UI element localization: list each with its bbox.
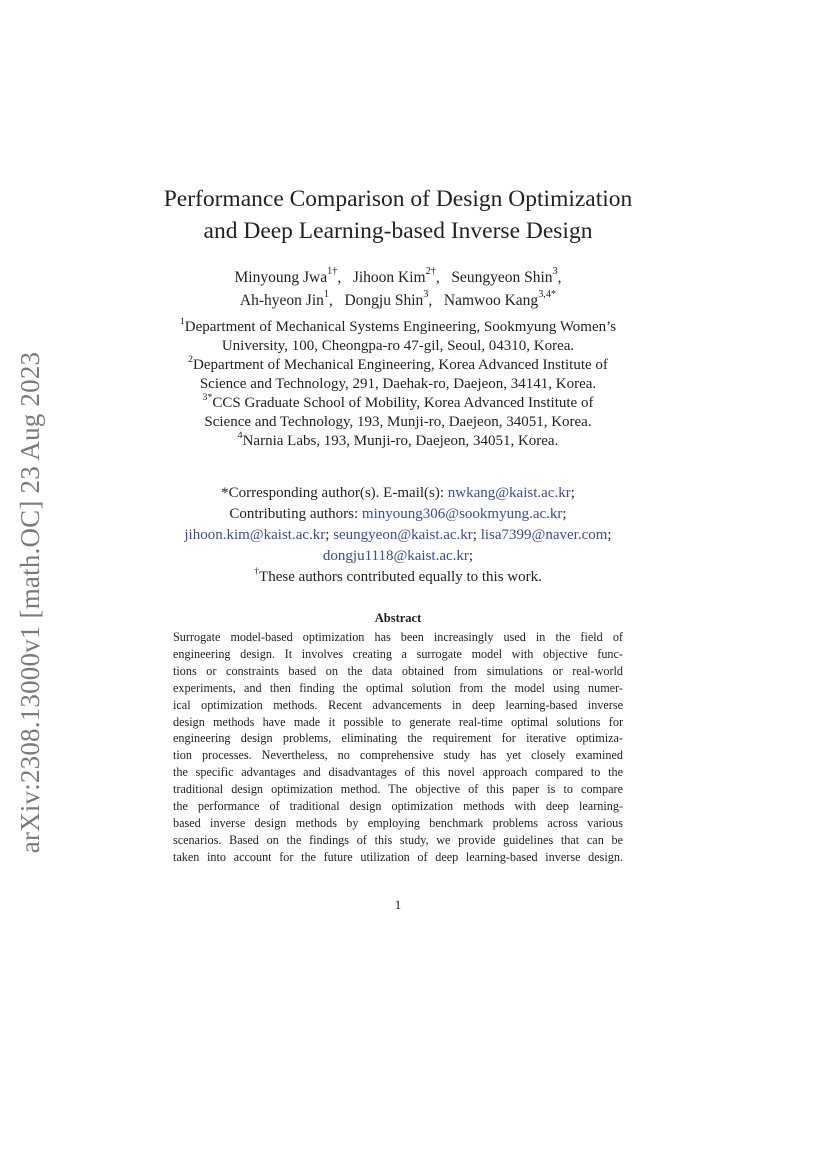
corresponding-email-link[interactable]: nwkang@kaist.ac.kr: [447, 485, 571, 501]
abstract-line: based inverse design methods by employing benchmark problems across various: [173, 815, 623, 830]
abstract-line: design methods have made it possible to generate real-time optimal solutions for: [173, 714, 623, 729]
author-list: [100, 266, 696, 312]
author-affiliation-mark: 3: [552, 266, 558, 278]
affiliation-mark: 3*: [202, 391, 213, 403]
email-link[interactable]: minyoung306@sookmyung.ac.kr: [361, 506, 563, 522]
contributing-emails-line: jihoon.kim@kaist.ac.kr; seungyeon@kaist.ac.kr; lisa7399@naver.com;: [184, 527, 612, 543]
arxiv-side-stamp: [14, 340, 48, 864]
contact-block: [100, 483, 696, 588]
equal-contribution-note: †These authors contributed equally to this work.: [254, 565, 542, 585]
author-affiliation-mark: 1: [323, 289, 329, 301]
affiliation-mark: 1: [179, 315, 185, 327]
abstract-line: experiments, and then finding the optimal solution from the model using numer-: [173, 680, 623, 695]
abstract-line: ical optimization methods. Recent advancements in deep learning-based inverse: [173, 697, 623, 712]
author-affiliation-mark: 3: [423, 289, 429, 301]
affiliation-mark: 2: [188, 353, 194, 365]
abstract-line: tion processes. Nevertheless, no comprehensive study has yet closely examined: [173, 748, 623, 763]
abstract-line: the performance of traditional design optimization methods with deep learning-: [173, 799, 623, 814]
abstract-body: [173, 629, 623, 866]
abstract-line: scenarios. Based on the findings of this study, we provide guidelines that can be: [173, 832, 623, 847]
abstract-line: engineering design problems, eliminating the requirement for iterative optimiza-: [173, 731, 623, 746]
title-line-1: Performance Comparison of Design Optimization: [163, 186, 633, 212]
affiliation-1-line-2: University, 100, Cheongpa-ro 47-gil, Seoul, 04310, Korea.: [221, 338, 575, 354]
email-link[interactable]: seungyeon@kaist.ac.kr: [333, 527, 473, 543]
affiliation-mark: 4: [237, 429, 243, 441]
abstract-heading: Abstract: [374, 611, 422, 625]
corresponding-author-line: *Corresponding author(s). E-mail(s): nwkang@kaist.ac.kr;: [221, 485, 575, 501]
author-affiliation-mark: 2†: [425, 266, 436, 278]
affiliation-3-line-1: $^{3*}$CCS Graduate School of Mobility, Korea Advanced Institute of: [202, 391, 594, 411]
page-number: 1: [394, 897, 402, 912]
author-name: Seungyeon Shin: [451, 269, 553, 286]
abstract-line: engineering design. It involves creating a surrogate model with objective func-: [173, 646, 623, 661]
author-affiliation-mark: 1†: [327, 266, 338, 278]
dagger-mark: †: [254, 565, 260, 577]
author-name: Dongju Shin: [344, 292, 424, 309]
author-affiliation-mark: 3,4*: [538, 289, 557, 301]
affiliation-2-line-1: $^2$Department of Mechanical Engineering, Korea Advanced Institute of: [188, 353, 608, 373]
author-line-2: Ah-hyeon Jin$^1$, Dongju Shin$^3$, Namwoo Kang$^{3,4*}$: [239, 289, 557, 309]
affiliation-4-line-1: $^4$Narnia Labs, 193, Munji-ro, Daejeon, 34051, Korea.: [237, 429, 559, 449]
abstract-line: tions or constraints based on the data obtained from simulations or real-world: [173, 663, 623, 678]
paper-title: [100, 183, 696, 247]
contributing-authors-line: Contributing authors: minyoung306@sookmyung.ac.kr;: [229, 506, 567, 522]
email-link[interactable]: jihoon.kim@kaist.ac.kr: [184, 527, 326, 543]
abstract-line: Surrogate model-based optimization has been increasingly used in the field of: [173, 630, 623, 644]
author-name: Minyoung Jwa: [234, 269, 328, 286]
abstract-line: traditional design optimization method. The objective of this paper is to compare: [173, 782, 623, 797]
affiliation-1-line-1: $^1$Department of Mechanical Systems Engineering, Sookmyung Women’s: [179, 315, 617, 335]
email-link[interactable]: dongju1118@kaist.ac.kr: [322, 548, 469, 564]
author-name: Ah-hyeon Jin: [239, 292, 324, 309]
title-line-2: and Deep Learning-based Inverse Design: [203, 218, 593, 244]
author-name: Jihoon Kim: [352, 269, 426, 286]
contributing-emails-line-2: dongju1118@kaist.ac.kr;: [322, 548, 474, 564]
email-link[interactable]: lisa7399@naver.com: [480, 527, 608, 543]
affiliation-2-line-2: Science and Technology, 291, Daehak-ro, Daejeon, 34141, Korea.: [199, 376, 597, 392]
author-line-1: Minyoung Jwa$^{1\dagger}$, Jihoon Kim$^{2\dagger}$, Seungyeon Shin$^3$,: [234, 266, 562, 286]
abstract-line: the specific advantages and disadvantages of this novel approach compared to the: [173, 765, 623, 780]
affiliation-3-line-2: Science and Technology, 193, Munji-ro, Daejeon, 34051, Korea.: [204, 414, 592, 430]
abstract-line: taken into account for the future utilization of deep learning-based inverse design.: [173, 849, 623, 864]
author-name: Namwoo Kang: [443, 292, 539, 309]
affiliation-list: [100, 315, 696, 451]
arxiv-identifier: arXiv:2308.13000v1 [math.OC] 23 Aug 2023: [15, 351, 46, 853]
